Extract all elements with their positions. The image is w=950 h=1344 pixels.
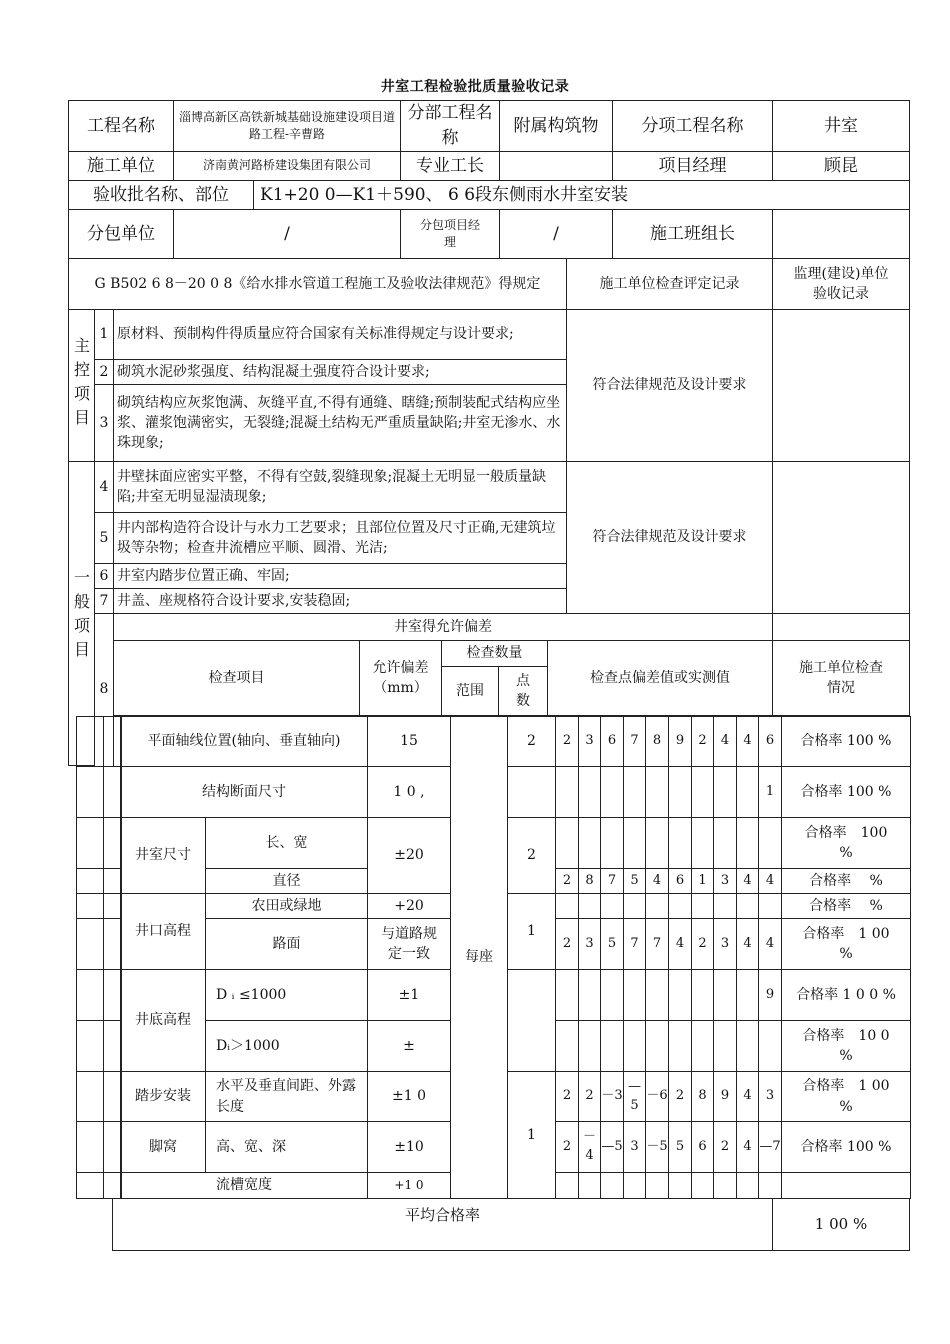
blank-left-cell [76,893,104,919]
measured-value-cell [600,817,624,869]
batch-label: 验收批名称、部位 [68,180,254,210]
row-points-foothole: 1 [507,1071,556,1199]
measured-value-cell [600,766,624,818]
col-result: 施工单位检查情况 [772,640,910,716]
general-item-text: 井室内踏步位置正确、牢固; [113,563,567,589]
general-item-no: 5 [94,512,114,564]
measured-value-cell [645,766,669,818]
measured-value-cell [623,893,646,919]
row-name-di-small: D ᵢ ≤1000 [205,969,368,1021]
row-result-section: 合格率 100 % [781,766,911,818]
sub-project-label: 分部工程名称 [400,100,500,152]
row-points-well-mouth: 1 [507,893,556,970]
measured-value-cell: 4 [645,868,669,894]
main-item-text: 原材料、预制构件得质量应符合国家有关标准得规定与设计要求; [113,309,567,360]
measured-value-cell [668,817,692,869]
row-allow-steps: ±1 0 [367,1071,451,1122]
row-name-channel: 流槽宽度 [120,1172,368,1199]
row-allow-foothole: ±10 [367,1121,451,1173]
measured-value-cell [758,1172,782,1199]
row-name-road: 路面 [205,918,368,970]
measured-value-cell [555,1172,579,1199]
measured-value-cell [713,817,737,869]
measured-value-cell [691,969,714,1021]
measured-value-cell: 9 [713,1071,737,1122]
measured-value-cell [668,893,692,919]
main-item-no: 3 [94,384,114,462]
row-result-di-small: 合格率 1 0 0 % [781,969,911,1021]
measured-value-cell: 2 [555,918,579,970]
col-points: 点数 [498,666,548,716]
measured-value-cell: 8 [578,868,601,894]
measured-value-cell [555,1020,579,1072]
group-well-size: 井室尺寸 [120,817,206,894]
measured-value-cell [736,817,759,869]
row-name-di-large: Dᵢ＞1000 [205,1020,368,1072]
group-foothole: 脚窝 [120,1121,206,1173]
row-allow-di-small: ±1 [367,969,451,1021]
measured-value-cell: 4 [736,1121,759,1173]
item-project-value: 井室 [772,100,910,152]
manager-label: 项目经理 [612,151,773,181]
row-result-diameter: 合格率 % [781,868,911,894]
blank-left-cell [76,1071,104,1122]
general-label: 一般项目 [74,568,91,659]
measured-value-cell [668,1172,692,1199]
measured-value-cell: －3 [600,1071,624,1122]
measured-value-cell: —7 [758,1121,782,1173]
row-allow-section: 1 0 , [367,766,451,818]
row-result-axis: 合格率 100 % [781,716,911,767]
row-points-section [507,766,556,818]
general-item-text: 井盖、座规格符合设计要求,安装稳固; [113,588,567,614]
measured-value-cell [713,893,737,919]
measured-value-cell: 2 [713,1121,737,1173]
measured-value-cell [668,1020,692,1072]
measured-value-cell: 5 [668,1121,692,1173]
measured-value-cell: 3 [713,868,737,894]
measured-value-cell [691,1020,714,1072]
measured-value-cell: 2 [691,918,714,970]
standard-text: G B502 6 8－20 0 8《给水排水管道工程施工及验收法律规范》得规定 [68,258,567,310]
measured-value-cell: 5 [623,868,646,894]
row-allow-well-size: ±20 [367,817,451,894]
blank-left-cell [76,766,104,818]
measured-value-cell: 1 [691,868,714,894]
measured-value-cell [578,817,601,869]
measured-value-cell [713,969,737,1021]
main-item-no: 2 [94,359,114,385]
general-item-text: 井壁抹面应密实平整，不得有空鼓,裂缝现象;混凝土无明显一般质量缺陷;井室无明显湿渍现象; [113,461,567,513]
blank-left-cell [76,918,104,970]
blank-left-cell [76,868,104,894]
general-item-no: 7 [94,588,114,614]
measured-value-cell [623,766,646,818]
measured-value-cell [691,817,714,869]
measured-value-cell: 6 [668,868,692,894]
measured-value-cell [691,893,714,919]
measured-value-cell: 2 [555,1071,579,1122]
col-measured-values: 检查点偏差值或实测值 [547,640,773,716]
average-pass-rate-value: 1 00 % [772,1198,910,1251]
col-range: 范围 [441,666,499,716]
foreman-label: 专业工长 [400,151,500,181]
measured-value-cell [713,766,737,818]
subcontract-label: 分包单位 [68,209,174,259]
main-item-no: 1 [94,309,114,360]
col-check-quantity: 检查数量 [441,640,548,667]
batch-value: K1+20 0—K1＋590、 6 6段东侧雨水井室安装 [253,180,910,210]
row-result-foothole: 合格率 100 % [781,1121,911,1173]
measured-value-cell: －5 [645,1121,669,1173]
measured-value-cell [691,1172,714,1199]
measured-value-cell [691,766,714,818]
measured-value-cell: 2 [578,1071,601,1122]
measured-value-cell [623,817,646,869]
blank-left-cell [76,1020,104,1072]
group-well-mouth: 井口高程 [120,893,206,970]
sub-project-value: 附属构筑物 [499,100,613,152]
measured-value-cell: 4 [736,1071,759,1122]
measured-value-cell: 3 [713,918,737,970]
row-name-farmland: 农田或绿地 [205,893,368,919]
measured-value-cell [645,817,669,869]
team-leader-value [772,209,910,259]
blank-left-cell [76,716,104,767]
measured-value-cell: 3 [623,1121,646,1173]
general-supervisor [772,461,910,614]
row-name-axis: 平面轴线位置(轴向、垂直轴向) [120,716,368,767]
sub-manager-label: 分包项目经理 [400,209,500,259]
measured-value-cell: 4 [713,716,737,767]
blank-left-cell [76,1121,104,1173]
measured-value-cell: 6 [691,1121,714,1173]
row-name-foothole: 高、宽、深 [205,1121,368,1173]
page-title: 井室工程检验批质量验收记录 [380,79,570,95]
measured-value-cell [668,969,692,1021]
subcontract-value: / [173,209,401,259]
row-result-steps: 合格率 1 00 % [781,1071,911,1122]
measured-value-cell [736,1020,759,1072]
manager-value: 顾昆 [772,151,910,181]
foreman-value [499,151,613,181]
deviation-title: 井室得允许偏差 [113,613,773,641]
measured-value-cell [555,817,579,869]
main-control-supervisor [772,309,910,462]
measured-value-cell: －6 [645,1071,669,1122]
main-control-result: 符合法律规范及设计要求 [566,309,773,462]
measured-value-cell: 3 [578,918,601,970]
measured-value-cell [668,766,692,818]
project-name-label: 工程名称 [68,100,174,152]
measured-value-cell [555,969,579,1021]
measured-value-cell: 7 [623,918,646,970]
measured-value-cell [758,1020,782,1072]
row-result-road: 合格率 1 00 % [781,918,911,970]
item-project-label: 分项工程名称 [612,100,773,152]
measured-value-cell: 1 [758,766,782,818]
general-item-no: 4 [94,461,114,513]
measured-value-cell [578,1172,601,1199]
general-item-text: 井内部构造符合设计与水力工艺要求；且部位位置及尺寸正确,无建筑垃圾等杂物；检查井流槽应平顺、圆滑、光洁; [113,512,567,564]
measured-value-cell [645,969,669,1021]
general-result: 符合法律规范及设计要求 [566,461,773,614]
measured-value-cell [758,893,782,919]
row-points-axis: 2 [507,716,556,767]
measured-value-cell [623,1020,646,1072]
measured-value-cell [713,1020,737,1072]
measured-value-cell: 4 [736,868,759,894]
col-allowed-deviation: 允许偏差（mm） [359,640,442,716]
measured-value-cell [736,969,759,1021]
group-well-bottom: 井底高程 [120,969,206,1072]
measured-value-cell: 7 [645,918,669,970]
measured-value-cell [713,1172,737,1199]
measured-value-cell: 3 [758,1071,782,1122]
row-allow-di-large: ± [367,1020,451,1072]
measured-value-cell: 2 [555,716,579,767]
measured-value-cell [736,766,759,818]
measured-value-cell: 6 [600,716,624,767]
measured-value-cell: 2 [555,868,579,894]
measured-value-cell [600,893,624,919]
measured-value-cell: 9 [668,716,692,767]
construction-unit-label: 施工单位 [68,151,174,181]
row-points-well-size: 2 [507,817,556,894]
supervisor-label: 监理(建设)单位验收记录 [772,258,910,310]
main-item-text: 砌筑水泥砂浆强度、结构混凝土强度符合设计要求; [113,359,567,385]
row-name-section: 结构断面尺寸 [120,766,368,818]
measured-value-cell [623,1172,646,1199]
row-result-farmland: 合格率 % [781,893,911,919]
measured-value-cell: 9 [758,969,782,1021]
project-name-value: 淄博高新区高铁新城基础设施建设项目道路工程-辛曹路 [173,100,401,152]
measured-value-cell: 5 [600,918,624,970]
blank-left-cell [76,817,104,869]
team-leader-label: 施工班组长 [612,209,773,259]
row-name-steps: 水平及垂直间距、外露长度 [205,1071,368,1122]
construction-unit-value: 济南黄河路桥建设集团有限公司 [173,151,401,181]
measured-value-cell: －4 [578,1121,601,1173]
measured-value-cell: 8 [691,1071,714,1122]
measured-value-cell: —5 [600,1121,624,1173]
row-name-diameter: 直径 [205,868,368,894]
measured-value-cell [600,969,624,1021]
check-record-label: 施工单位检查评定记录 [566,258,773,310]
measured-value-cell [758,817,782,869]
measured-value-cell: —5 [623,1071,646,1122]
measured-value-cell [645,893,669,919]
measured-value-cell: 2 [668,1071,692,1122]
measured-value-cell [555,893,579,919]
measured-value-cell: 7 [623,716,646,767]
row-result-di-large: 合格率 10 0 % [781,1020,911,1072]
col-check-item: 检查项目 [113,640,360,716]
measured-value-cell [578,1020,601,1072]
measured-value-cell [578,766,601,818]
general-item-no: 6 [94,563,114,589]
measured-value-cell: 3 [578,716,601,767]
measured-value-cell: 4 [736,918,759,970]
measured-value-cell: 4 [758,918,782,970]
average-pass-rate-label: 平均合格率 [112,1198,773,1251]
measured-value-cell [600,1172,624,1199]
measured-value-cell: 4 [736,716,759,767]
measured-value-cell: 6 [758,716,782,767]
blank-left-cell [76,1172,104,1199]
row-allow-channel: +1 0 [367,1172,451,1199]
row-allow-farmland: +20 [367,893,451,919]
group-steps: 踏步安装 [120,1071,206,1122]
row-result-length-width: 合格率 100 % [781,817,911,869]
measured-value-cell: 2 [555,1121,579,1173]
row-name-length-width: 长、宽 [205,817,368,869]
measured-value-cell: 4 [668,918,692,970]
measured-value-cell [555,766,579,818]
measured-value-cell [736,1172,759,1199]
measured-value-cell: 4 [758,868,782,894]
measured-value-cell: 2 [691,716,714,767]
main-item-text: 砌筑结构应灰浆饱满、灰缝平直,不得有通缝、瞎缝;预制装配式结构应坐浆、灌浆饱满密实，无裂缝;混凝土结构无严重质量缺陷;井室无渗水、水珠现象; [113,384,567,462]
deviation-title-right [772,613,910,641]
measured-value-cell [623,969,646,1021]
sub-manager-value: / [499,209,613,259]
measured-value-cell: 8 [645,716,669,767]
measured-value-cell [578,969,601,1021]
measured-value-cell [600,1020,624,1072]
measured-value-cell [645,1172,669,1199]
general-item-no: 8 [94,613,114,766]
row-allow-axis: 15 [367,716,451,767]
range-every-seat: 每座 [450,716,508,1199]
row-result-channel [781,1172,911,1199]
measured-value-cell [736,893,759,919]
row-allow-road: 与道路规定一致 [367,918,451,970]
main-control-label: 主控项目 [74,336,91,427]
measured-value-cell [645,1020,669,1072]
measured-value-cell: 7 [600,868,624,894]
measured-value-cell [578,893,601,919]
blank-left-cell [76,969,104,1021]
